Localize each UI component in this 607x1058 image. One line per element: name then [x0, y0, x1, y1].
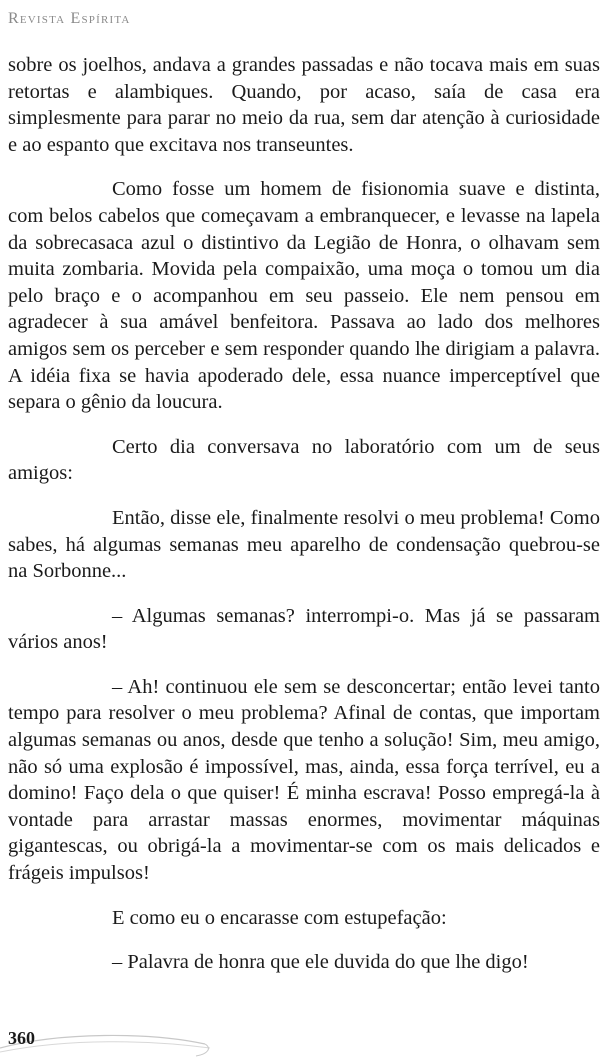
paragraph: – Algumas semanas? interrompi-o. Mas já se passaram vários anos! — [8, 604, 600, 654]
paragraph: Então, disse ele, finalmente resolvi o meu problema! Como sabes, há algumas semanas meu aparelho de condensação quebrou-se na Sorbonne... — [8, 506, 600, 583]
page-number: 360 — [8, 1028, 35, 1048]
paragraph: – Palavra de honra que ele duvida do que lhe digo! — [112, 951, 529, 974]
paragraph: – Ah! continuou ele sem se desconcertar; então levei tanto tempo para resolver o meu problema? Afinal de contas, que importam algumas semanas ou anos, desde que tenho a solução! Sim, meu amigo, não só uma explosão é impossível, mas, ainda, essa força terrível, eu a domino! Faço dela o que quiser! É minha escrava! Posso empregá-la à vontade para arrastar massas enormes, movimentar máquinas gigantescas, ou obrigá-la a movimentar-se com os mais delicados e frágeis impulsos! — [8, 675, 600, 885]
body-text — [8, 52, 600, 994]
running-header: Revista Espírita — [8, 10, 131, 27]
paragraph: E como eu o encarasse com estupefação: — [112, 906, 447, 929]
paragraph: Como fosse um homem de fisionomia suave e distinta, com belos cabelos que começavam a embranquecer, e levasse na lapela da sobrecasaca azul o distintivo da Legião de Honra, o olhavam sem muita zombaria. Movida pela compaixão, uma moça o tomou um dia pelo braço e o acompanhou em seu passeio. Ele nem pensou em agradecer à sua amável benfeitora. Passava ao lado dos melhores amigos sem os perceber e sem responder quando lhe dirigiam a palavra. A idéia fixa se havia apoderado dele, essa nuance imperceptível que separa o gênio da loucura. — [8, 178, 600, 414]
paragraph: Certo dia conversava no laboratório com um de seus amigos: — [8, 435, 600, 485]
paragraph-continuation: sobre os joelhos, andava a grandes passadas e não tocava mais em suas retortas e alambiques. Quando, por acaso, saía de casa era simplesmente para parar no meio da rua, sem dar atenção à curiosidade e ao espanto que excitava nos transeuntes. — [8, 54, 600, 156]
